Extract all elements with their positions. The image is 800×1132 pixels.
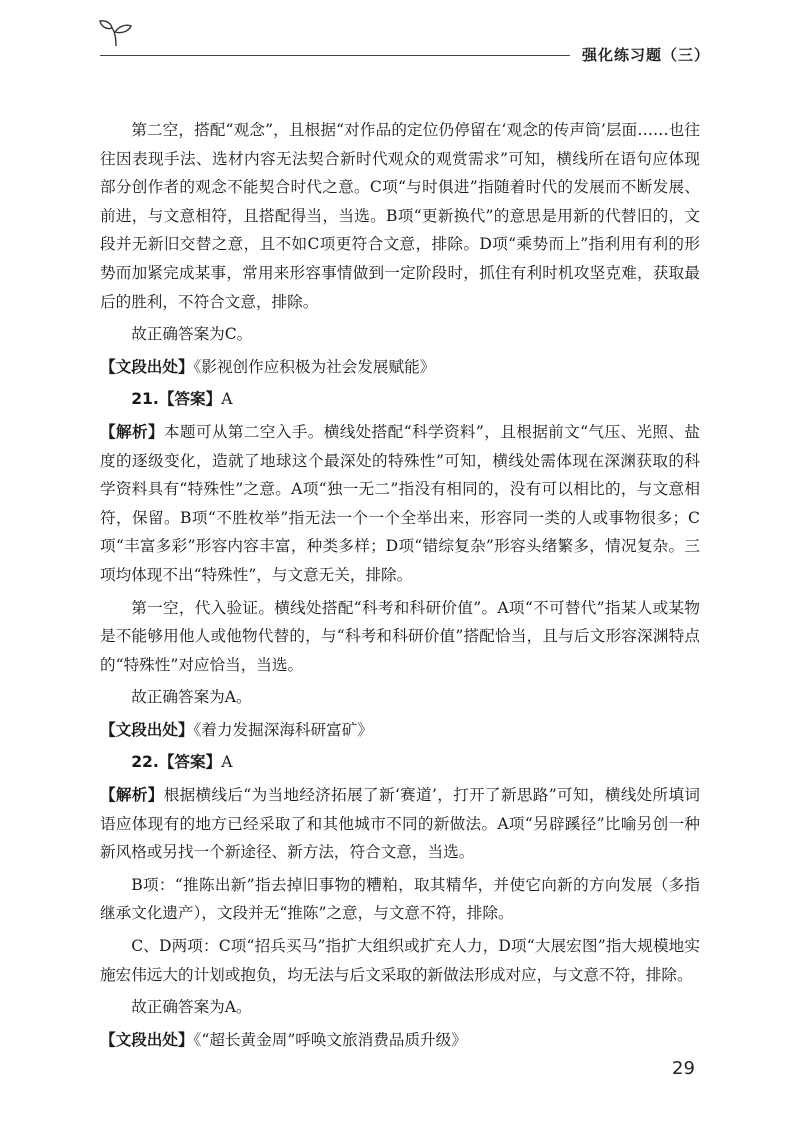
answer-line <box>100 385 700 414</box>
question-number: 22. <box>131 753 159 772</box>
answer-value: A <box>221 390 233 409</box>
source-label: 【文段出处】 <box>100 720 194 739</box>
analysis-paragraph: 【解析】本题可从第二空入手。横线处搭配“科学资料”，且根据前文“气压、光照、盐度的逐级变化，造就了地球这个最深处的特殊性”可知，横线处需体现在深渊获取的科学资料具有“特殊性”之意。A项“独一无二”指没有相同的，没有可以相比的，与文意相符，保留。B项“不胜枚举”指无法一个一个全举出来，形容同一类的人或事物很多；C项“丰富多彩”形容内容丰富，种类多样；D项“错综复杂”形容头绪繁多，情况复杂。三项均体现不出“特殊性”，与文意无关，排除。 <box>100 422 700 584</box>
analysis-label: 【解析】 <box>100 422 164 441</box>
paragraph: B项：“推陈出新”指去掉旧事物的糟粕，取其精华，并使它向新的方向发展（多指继承文化遗产），文段并无“推陈”之意，与文意不符，排除。 <box>100 875 700 923</box>
paragraph: C、D两项：C项“招兵买马”指扩大组织或扩充人力，D项“大展宏图”指大规模地实施宏伟远大的计划或抱负，均无法与后文采取的新做法形成对应，与文意不符，排除。 <box>100 937 700 984</box>
source-line: 【文段出处】《“超长黄金周”呼唤文旅消费品质升级》 <box>100 1030 467 1049</box>
paragraph: 第一空，代入验证。横线处搭配“科考和科研价值”。A项“不可替代”指某人或某物是不能够用他人或他物代替的，与“科考和科研价值”搭配恰当，且与后文形容深渊特点的“特殊性”对应恰当，当选。 <box>100 598 700 674</box>
answer-value: A <box>221 753 233 772</box>
analysis-paragraph: 【解析】根据横线后“为当地经济拓展了新‘赛道’，打开了新思路”可知，横线处所填词语应体现有的地方已经采取了和其他城市不同的新做法。A项“另辟蹊径”比喻另创一种新风格或另找一个新途径、新方法，符合文意，当选。 <box>100 786 700 862</box>
answer-label: 【答案】 <box>158 753 222 772</box>
paragraph: 故正确答案为A。 <box>131 688 252 707</box>
analysis-label: 【解析】 <box>100 786 164 805</box>
paragraph: 故正确答案为C。 <box>131 325 253 344</box>
question-number: 21. <box>131 390 159 409</box>
sprout-icon <box>98 18 134 48</box>
paragraph: 故正确答案为A。 <box>131 998 252 1017</box>
paragraph: 第二空，搭配“观念”，且根据“对作品的定位仍停留在‘观念的传声筒’层面……也往往因表现手法、选材内容无法契合新时代观众的观赏需求”可知，横线所在语句应体现部分创作者的观念不能契合时代之意。C项“与时俱进”指随着时代的发展而不断发展、前进，与文意相符，且搭配得当，当选。B项“更新换代”的意思是用新的代替旧的，文段并无新旧交替之意，且不如C项更符合文意，排除。D项“乘势而上”指利用有利的形势而加紧完成某事，常用来形容事情做到一定阶段时，抓住有利时机攻坚克难，获取最后的胜利，不符合文意，排除。 <box>100 121 700 311</box>
source-label: 【文段出处】 <box>100 1030 194 1049</box>
page-number: 29 <box>672 1058 695 1079</box>
answer-label: 【答案】 <box>158 390 222 409</box>
source-line: 【文段出处】《影视创作应积极为社会发展赋能》 <box>100 357 436 376</box>
page-header <box>0 0 800 80</box>
header-rule <box>100 55 570 56</box>
source-line: 【文段出处】《着力发掘深海科研富矿》 <box>100 720 373 739</box>
answer-line <box>100 748 700 777</box>
header-title: 强化练习题（三） <box>582 46 711 64</box>
page-body <box>100 116 700 1058</box>
source-label: 【文段出处】 <box>100 357 194 376</box>
